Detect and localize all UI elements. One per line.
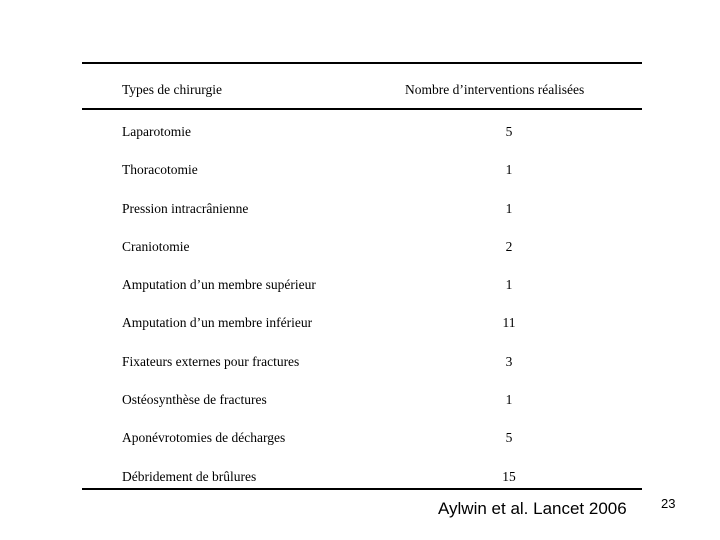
intervention-count-cell: 1 [505, 200, 513, 216]
intervention-count-cell: 15 [502, 468, 516, 484]
intervention-count-cell: 11 [502, 315, 516, 331]
surgery-type-cell: Ostéosynthèse de fractures [122, 392, 267, 408]
surgery-type-cell: Craniotomie [122, 238, 190, 254]
table-row [82, 114, 642, 152]
table-row [82, 229, 642, 267]
intervention-count-cell: 1 [505, 392, 513, 408]
table-row [82, 305, 642, 343]
citation: Aylwin et al. Lancet 2006 [438, 499, 627, 518]
table-row [82, 344, 642, 382]
surgery-type-cell: Débridement de brûlures [122, 468, 257, 484]
table-row [82, 191, 642, 229]
table-row [82, 152, 642, 190]
table-bottom-rule [82, 488, 642, 490]
surgery-type-cell: Thoracotomie [122, 162, 198, 178]
surgery-type-cell: Laparotomie [122, 124, 191, 139]
table-header-row [82, 82, 642, 102]
table-top-rule [82, 62, 642, 64]
intervention-count-cell: 5 [505, 124, 513, 139]
table-row [82, 420, 642, 458]
surgery-type-cell: Pression intracrânienne [122, 200, 249, 216]
intervention-count-cell: 5 [505, 430, 513, 446]
table-header-rule [82, 108, 642, 110]
intervention-count-cell: 1 [505, 277, 513, 293]
surgery-type-cell: Amputation d’un membre inférieur [122, 315, 313, 331]
header-surgery-type: Types de chirurgie [122, 82, 223, 97]
intervention-count-cell: 3 [505, 353, 513, 369]
table-row [82, 382, 642, 420]
table-row [82, 267, 642, 305]
table-body [82, 114, 642, 497]
page-number: 23 [661, 496, 676, 511]
table-row [82, 459, 642, 497]
intervention-count-cell: 1 [505, 162, 513, 178]
surgery-type-cell: Amputation d’un membre supérieur [122, 277, 316, 293]
surgery-type-cell: Aponévrotomies de décharges [122, 430, 286, 446]
header-intervention-count: Nombre d’interventions réalisées [405, 82, 585, 97]
intervention-count-cell: 2 [505, 238, 513, 254]
surgery-type-cell: Fixateurs externes pour fractures [122, 353, 300, 369]
